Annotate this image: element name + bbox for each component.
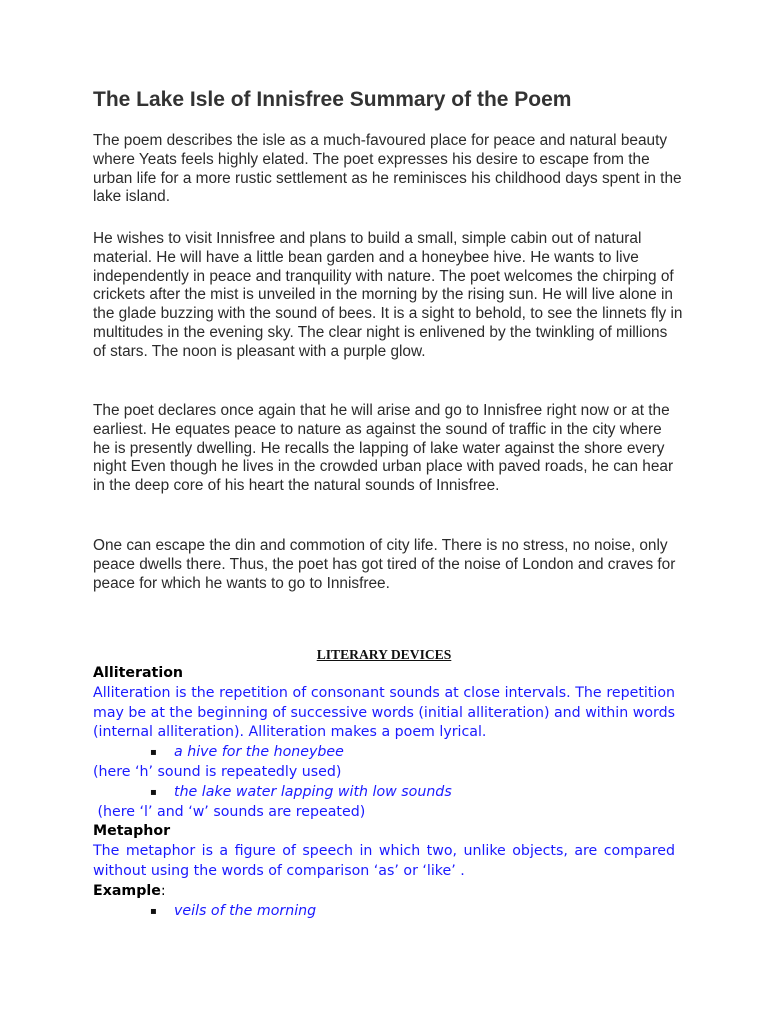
metaphor-definition: The metaphor is a figure of speech in which two, unlike objects, are compared without using the words of comparison ‘as’ or ‘like’ . — [93, 843, 675, 879]
example-label-text: Example — [93, 882, 161, 899]
summary-paragraph-2: He wishes to visit Innisfree and plans to build a small, simple cabin out of natural material. He will have a little bean garden and a honeybee hive. He wants to live independently in peace and tranquility with nature. The poet welcomes the chirping of crickets after the mist is unveiled in the morning by the rising sun. He will live alone in the glade buzzing with the sound of bees. It is a sight to behold, to see the linnets fly in multitudes in the evening sky. The clear night is enlivened by the twinkling of millions of stars. The noon is pleasant with a purple glow. — [93, 230, 683, 360]
alliteration-note-1: (here ‘h’ sound is repeatedly used) — [93, 763, 342, 780]
alliteration-definition: Alliteration is the repetition of consonant sounds at close intervals. The repetition may be at the beginning of successive words (initial alliteration) and within words (internal alliteration). Alliteration makes a poem lyrical. — [93, 684, 675, 741]
literary-devices-section — [93, 664, 675, 921]
literary-devices-heading: LITERARY DEVICES — [316, 647, 452, 662]
alliteration-example-1 — [93, 743, 675, 763]
example-label-colon: : — [160, 882, 166, 899]
page-title: The Lake Isle of Innisfree Summary of the Poem — [93, 88, 572, 111]
bullet-icon: ▪ — [150, 786, 157, 798]
metaphor-example-label — [93, 882, 675, 902]
alliteration-example-1-text: a hive for the honeybee — [174, 744, 344, 761]
summary-paragraph-3: The poet declares once again that he will arise and go to Innisfree right now or at the earliest. He equates peace to nature as against the sound of traffic in the city where he is presently dwelling. He recalls the lapping of lake water against the shore every night Even though he lives in the crowded urban place with paved roads, he can hear in the deep core of his heart the natural sounds of Innisfree. — [93, 402, 674, 495]
alliteration-note-2: (here ‘l’ and ‘w’ sounds are repeated) — [93, 803, 366, 820]
alliteration-example-2-text: the lake water lapping with low sounds — [174, 783, 452, 800]
alliteration-example-2 — [93, 783, 675, 803]
summary-paragraph-1: The poem describes the isle as a much-favoured place for peace and natural beauty where Yeats feels highly elated. The poet expresses his desire to escape from the urban life for a more rustic settlement as he reminisces his childhood days spent in the lake island. — [93, 132, 682, 206]
summary-paragraph-4: One can escape the din and commotion of city life. There is no stress, no noise, only peace dwells there. Thus, the poet has got tired of the noise of London and craves for peace for which he wants to go to Innisfree. — [93, 537, 676, 592]
metaphor-heading: Metaphor — [93, 823, 171, 840]
bullet-icon: ▪ — [150, 747, 157, 759]
metaphor-example-1-text: veils of the morning — [174, 902, 317, 919]
bullet-icon: ▪ — [150, 905, 157, 917]
metaphor-example-1 — [93, 902, 675, 922]
alliteration-heading: Alliteration — [93, 665, 184, 681]
